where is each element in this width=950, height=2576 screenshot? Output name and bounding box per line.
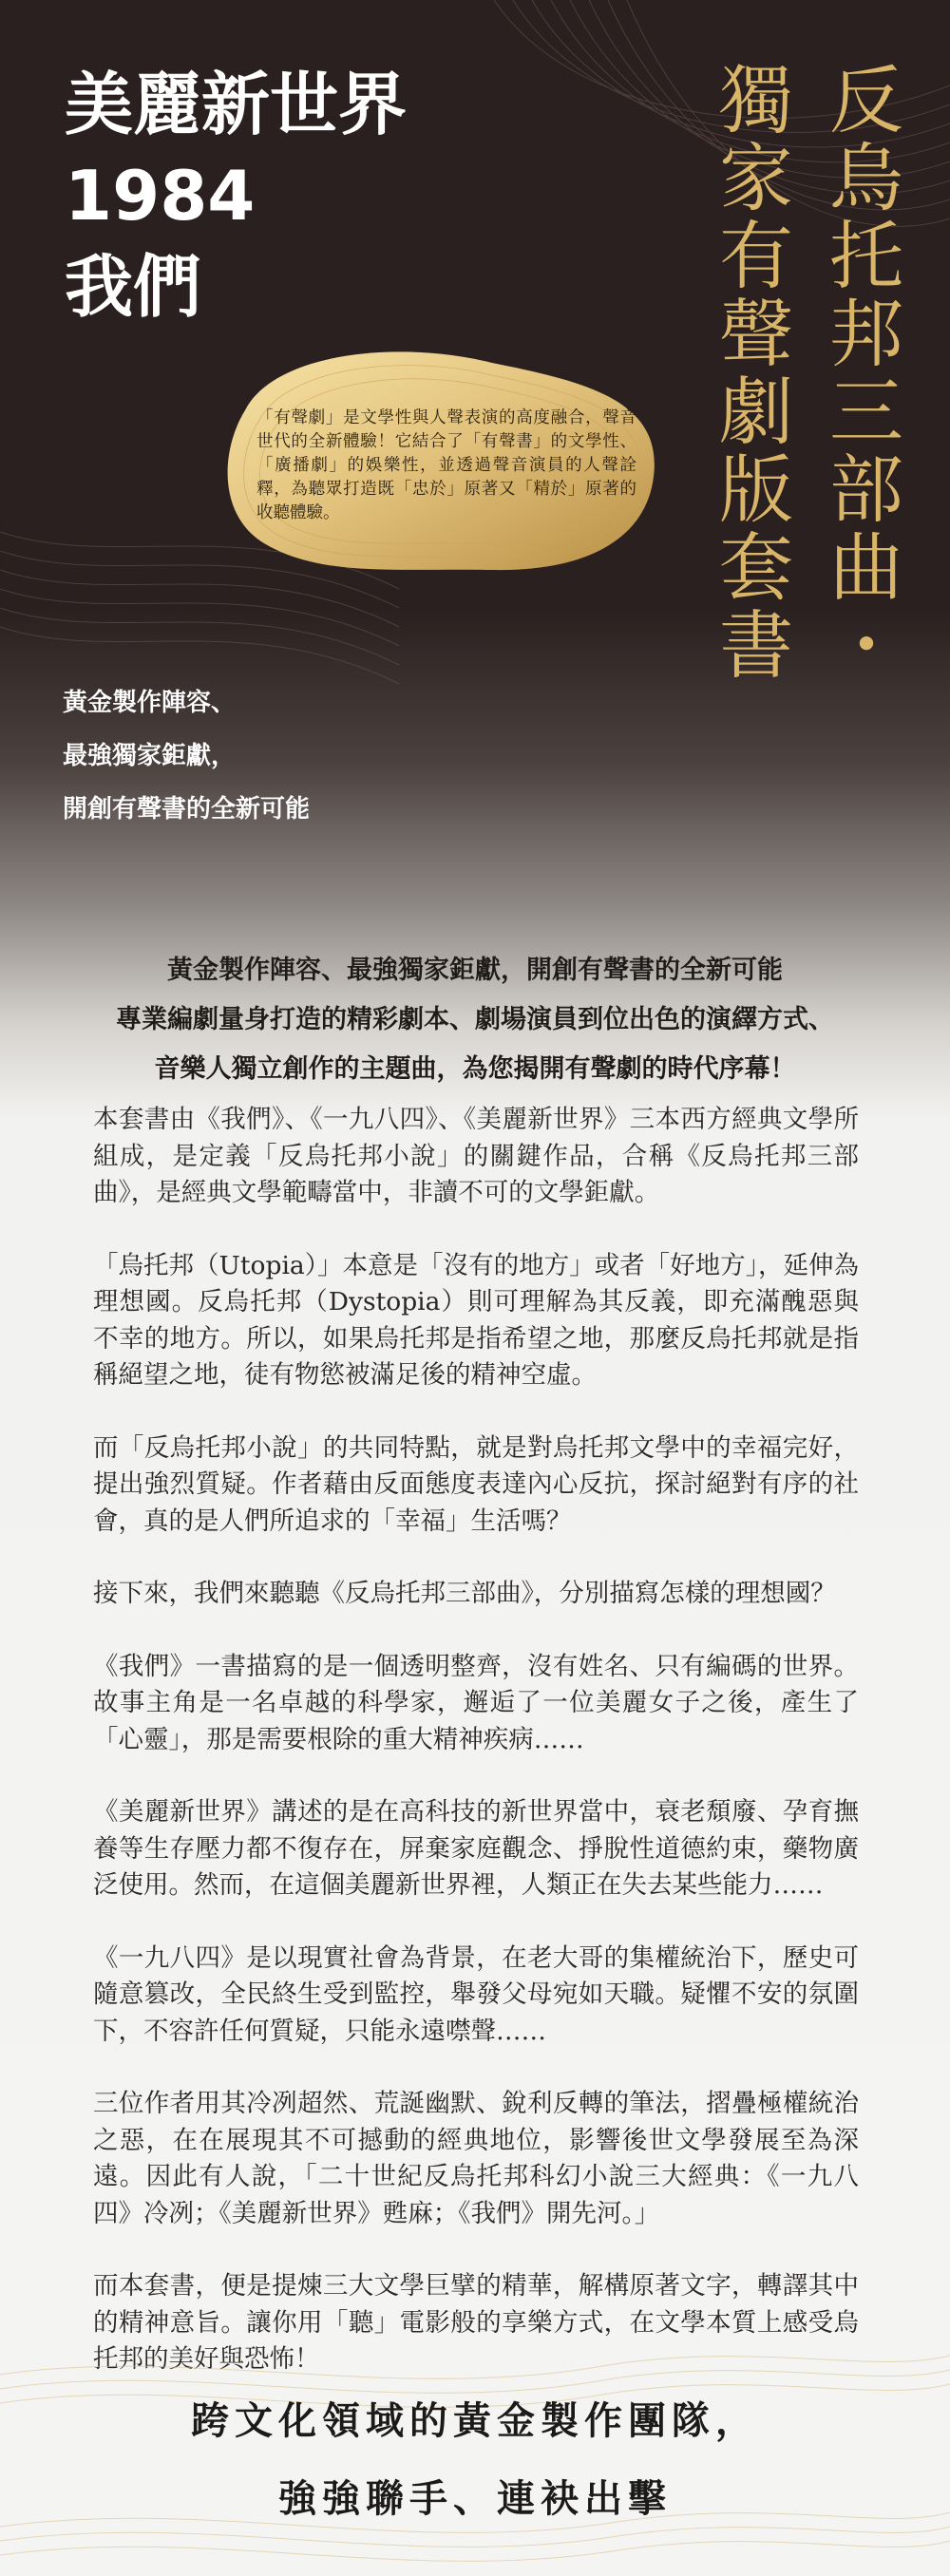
- paragraph: 《我們》一書描寫的是一個透明整齊，沒有姓名、只有編碼的世界。故事主角是一名卓越的科學家，邂逅了一位美麗女子之後，產生了「心靈」，那是需要根除的重大精神疾病……: [93, 1651, 859, 1754]
- hero-taglines: [63, 676, 310, 836]
- tagline: 開創有聲書的全新可能: [63, 795, 311, 824]
- closing-line: 跨文化領域的黃金製作團隊，: [191, 2398, 759, 2443]
- intro-line: 專業編劇量身打造的精彩劇本、劇場演員到位出色的演繹方式、: [116, 1005, 834, 1034]
- paragraph: 《一九八四》是以現實社會為背景，在老大哥的集權統治下，歷史可隨意篡改，全民終生受到監控，舉發父母宛如天職。疑懼不安的氛圍下，不容許任何質疑，只能永遠噤聲……: [93, 1942, 859, 2046]
- paragraph: 「烏托邦（Utopia）」本意是「沒有的地方」或者「好地方」，延伸為理想國。反烏托邦（Dystopia）則可理解為其反義，即充滿醜惡與不幸的地方。所以，如果烏托邦是指希望之地，那麼反烏托邦就是指稱絕望之地，徒有物慾被滿足後的精神空虛。: [93, 1250, 859, 1390]
- book-titles: [65, 59, 407, 332]
- title-1984: 1984: [65, 156, 256, 236]
- description-body: [93, 1102, 859, 2415]
- tagline: 最強獨家鉅獻，: [63, 742, 237, 770]
- title-brave-new-world: 美麗新世界: [65, 65, 408, 144]
- tagline: 黃金製作陣容、: [63, 689, 237, 717]
- paragraph: 而本套書，便是提煉三大文學巨擘的精華，解構原著文字，轉譯其中的精神意旨。讓你用「聽」電影般的享樂方式，在文學本質上感受烏托邦的美好與恐怖！: [93, 2271, 859, 2374]
- vertical-title-line2: 獨家有聲劇版套書: [707, 61, 792, 684]
- paragraph: 而「反烏托邦小說」的共同特點，就是對烏托邦文學中的幸福完好，提出強烈質疑。作者藉由反面態度表達內心反抗，探討絕對有序的社會，真的是人們所追求的「幸福」生活嗎？: [93, 1432, 859, 1536]
- title-we: 我們: [65, 247, 202, 327]
- intro-highlights: [0, 946, 950, 1094]
- vertical-title-line1: 反烏托邦三部曲・: [817, 61, 902, 684]
- closing-line: 強強聯手、連袂出擊: [278, 2476, 672, 2521]
- audio-drama-description: 「有聲劇」是文學性與人聲表演的高度融合，聲音世代的全新體驗！它結合了「有聲書」的文學性、「廣播劇」的娛樂性，並透過聲音演員的人聲詮釋，為聽眾打造既「忠於」原著又「精於」原著的收聽體驗。: [256, 408, 636, 522]
- paragraph: 本套書由《我們》、《一九八四》、《美麗新世界》三本西方經典文學所組成，是定義「反烏托邦小說」的關鍵作品，合稱《反烏托邦三部曲》，是經典文學範疇當中，非讀不可的文學鉅獻。: [93, 1105, 859, 1207]
- paragraph: 接下來，我們來聽聽《反烏托邦三部曲》，分別描寫怎樣的理想國？: [93, 1579, 836, 1608]
- paragraph: 《美麗新世界》講述的是在高科技的新世界當中，衰老頹廢、孕育撫養等生存壓力都不復存在，屏棄家庭觀念、掙脫性道德約束，藥物廣泛使用。然而，在這個美麗新世界裡，人類正在失去某些能力……: [93, 1797, 859, 1900]
- paragraph: 三位作者用其冷冽超然、荒誕幽默、銳利反轉的筆法，摺疊極權統治之惡，在在展現其不可撼動的經典地位，影響後世文學發展至為深遠。因此有人說，「二十世紀反烏托邦科幻小說三大經典：《一九八四》冷冽；《美麗新世界》甦麻；《我們》開先河。」: [93, 2089, 859, 2228]
- intro-line: 黃金製作陣容、最強獨家鉅獻，開創有聲書的全新可能: [167, 956, 783, 985]
- intro-line: 音樂人獨立創作的主題曲，為您揭開有聲劇的時代序幕！: [154, 1054, 796, 1084]
- closing-statement: [0, 2382, 950, 2538]
